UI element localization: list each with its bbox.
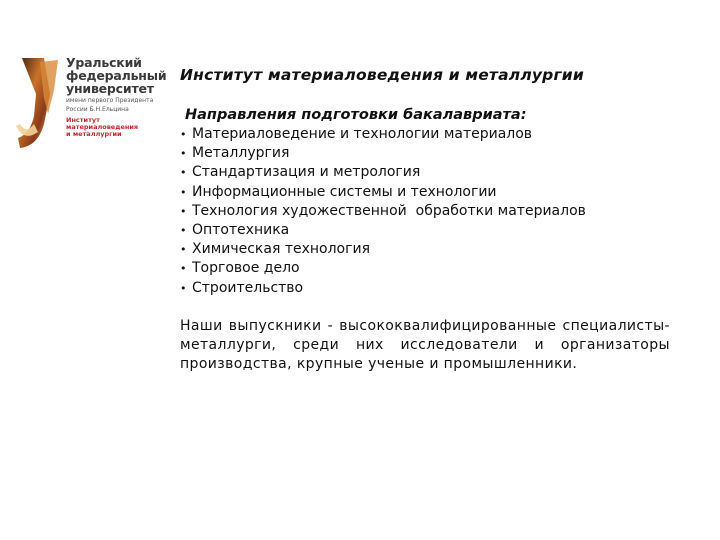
list-item xyxy=(180,144,586,163)
institute-name-line-3: и металлургии xyxy=(66,130,122,138)
page-title: Институт материаловедения и металлургии xyxy=(180,66,584,84)
direction-label: Стандартизация и метрология xyxy=(192,164,421,181)
bullet-icon: • xyxy=(180,147,187,161)
direction-label: Химическая технология xyxy=(192,241,371,258)
list-item xyxy=(180,259,586,278)
bullet-icon: • xyxy=(180,166,187,180)
graduates-paragraph: Наши выпускники - высококвалифицированные специалисты-металлурги, среди них исследователи и организаторы производства, крупные ученые и промышленники. xyxy=(180,318,670,372)
bullet-icon: • xyxy=(180,204,187,218)
university-subtitle-line-2: России Б.Н.Ельцина xyxy=(66,106,129,113)
bullet-icon: • xyxy=(180,128,187,141)
list-item xyxy=(180,183,586,202)
list-item xyxy=(180,221,586,240)
university-name-line-3: университет xyxy=(66,81,154,96)
logo-text xyxy=(66,56,166,138)
direction-label: Технология художественной обработки материалов xyxy=(192,202,586,219)
list-item xyxy=(180,202,586,221)
directions-list xyxy=(180,125,586,298)
ural-university-logo-mark-icon xyxy=(14,54,64,154)
list-item xyxy=(180,163,586,182)
bullet-icon: • xyxy=(180,224,187,238)
bullet-icon: • xyxy=(180,281,187,295)
university-logo xyxy=(14,54,167,154)
university-name-line-2: федеральный xyxy=(66,68,167,83)
direction-label: Металлургия xyxy=(192,145,290,162)
bullet-icon: • xyxy=(180,243,187,257)
bullet-icon: • xyxy=(180,262,187,276)
direction-label: Материаловедение и технологии материалов xyxy=(192,126,533,142)
list-item xyxy=(180,125,586,144)
list-item xyxy=(180,279,586,298)
direction-label: Информационные системы и технологии xyxy=(192,183,497,200)
direction-label: Строительство xyxy=(192,279,304,296)
direction-label: Оптотехника xyxy=(192,222,290,239)
list-item xyxy=(180,240,586,259)
bullet-icon: • xyxy=(180,185,187,199)
institute-name-line-1: Институт xyxy=(66,116,100,124)
directions-heading: Направления подготовки бакалавриата: xyxy=(185,107,527,123)
university-name-line-1: Уральский xyxy=(66,55,142,70)
university-subtitle-line-1: имени первого Президента xyxy=(66,97,154,104)
direction-label: Торговое дело xyxy=(192,260,300,277)
institute-name-line-2: материаловедения xyxy=(66,123,139,131)
